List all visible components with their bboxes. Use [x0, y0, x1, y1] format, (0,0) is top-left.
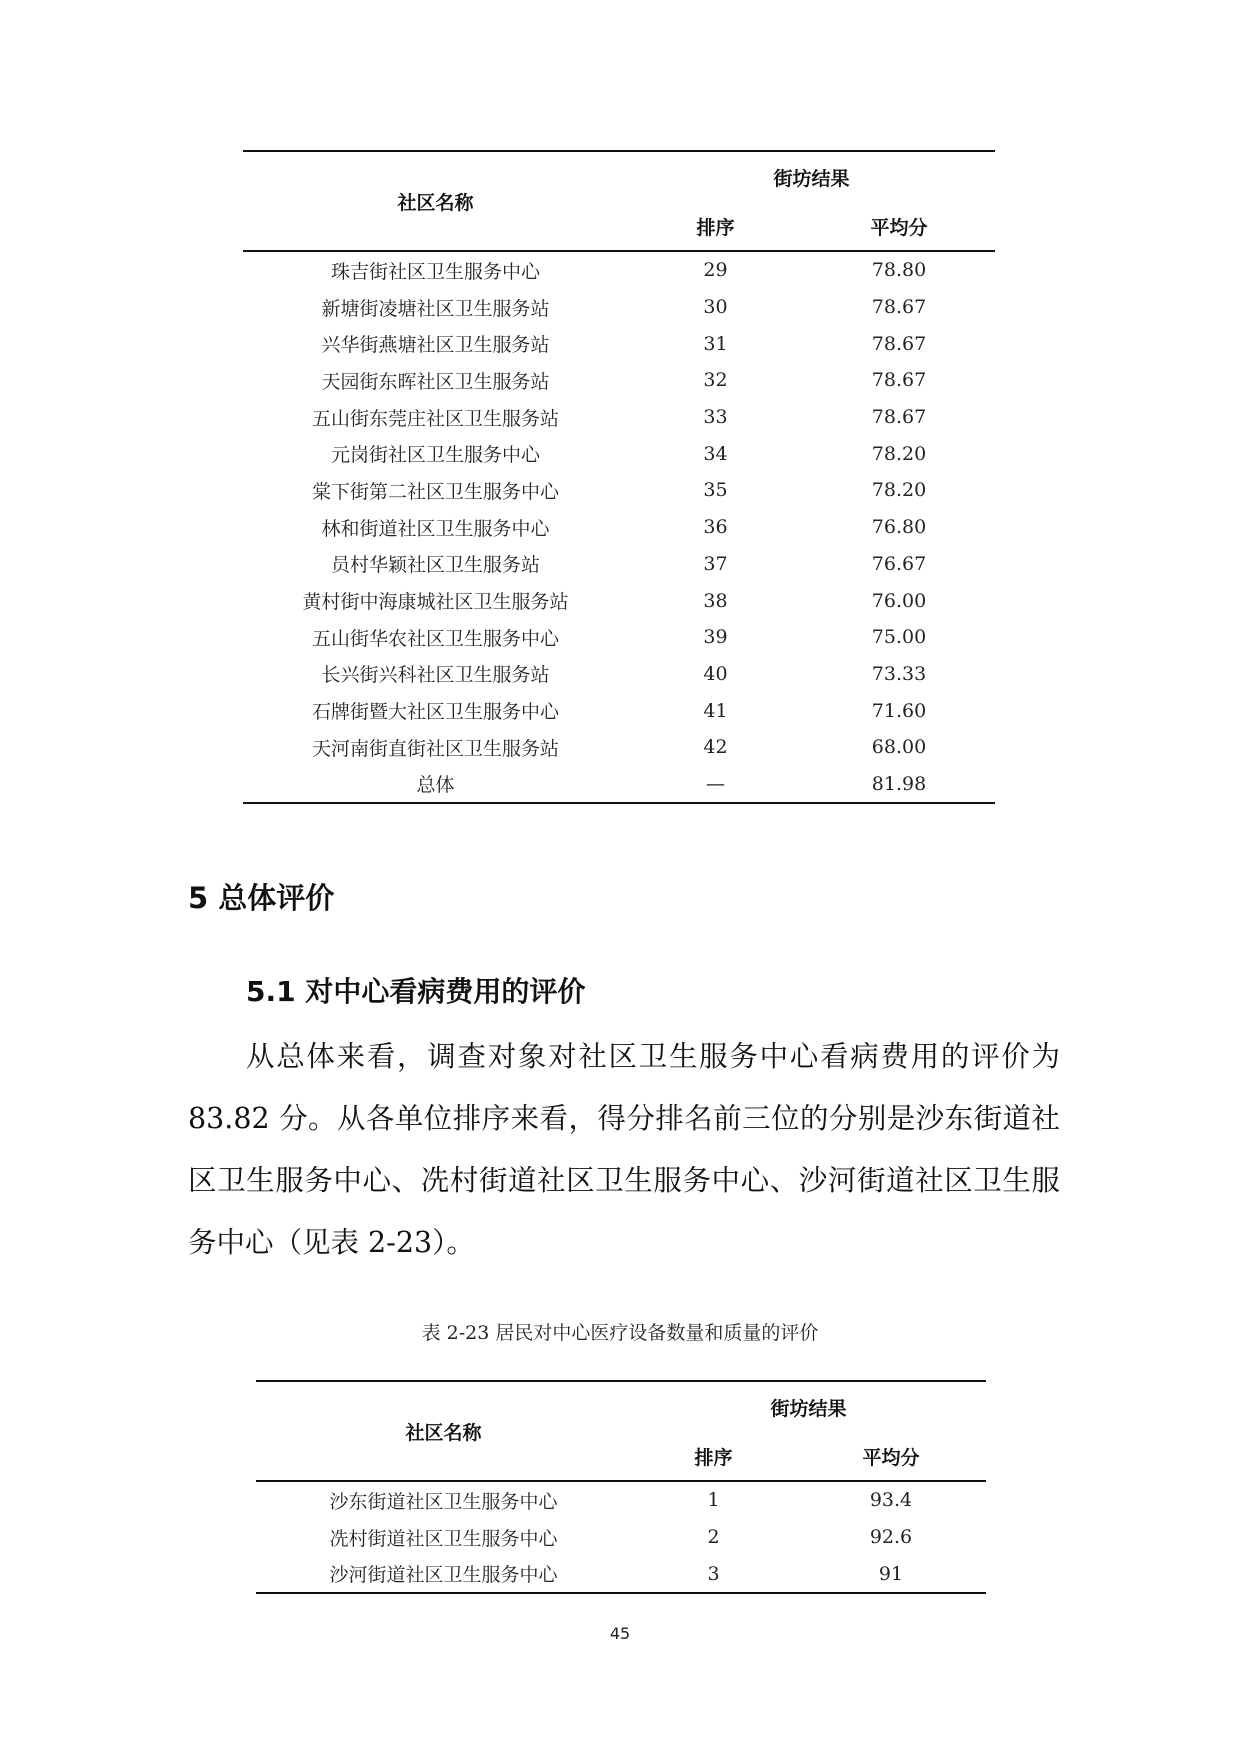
header-community-name: 社区名称 [243, 151, 628, 251]
table-row [243, 289, 995, 326]
table-row [243, 362, 995, 399]
table-row [243, 325, 995, 362]
header-rank: 排序 [694, 1446, 733, 1469]
cell-rank: 29 [703, 259, 728, 282]
cell-rank: 31 [703, 332, 728, 355]
cell-score: 78.80 [871, 259, 927, 282]
cell-score: 78.67 [871, 369, 927, 392]
table-row [243, 399, 995, 436]
header-community-name: 社区名称 [256, 1381, 631, 1481]
cell-community-name: 员村华颖社区卫生服务站 [330, 554, 540, 577]
cell-community-name: 沙河街道社区卫生服务中心 [329, 1564, 558, 1587]
table-row [256, 1481, 986, 1519]
cell-community-name: 沙东街道社区卫生服务中心 [329, 1490, 558, 1513]
header-rank: 排序 [696, 216, 735, 239]
cell-rank: 33 [703, 406, 728, 429]
cell-score: 78.67 [871, 332, 927, 355]
cell-community-name: 新塘街凌塘社区卫生服务站 [321, 297, 550, 320]
cell-score: 73.33 [871, 662, 927, 685]
table-row [256, 1555, 986, 1593]
cell-score: 78.20 [871, 479, 927, 502]
table-row [243, 509, 995, 546]
cell-score: 81.98 [871, 772, 927, 795]
table-row [243, 692, 995, 729]
cell-community-name: 五山街华农社区卫生服务中心 [311, 627, 559, 650]
subsection-heading: 5.1 对中心看病费用的评价 [246, 975, 586, 1008]
cell-rank: 30 [703, 296, 728, 319]
cell-community-name: 五山街东莞庄社区卫生服务站 [311, 407, 559, 430]
cell-score: 78.67 [871, 296, 927, 319]
cell-rank: 34 [703, 442, 728, 465]
cell-score: 92.6 [869, 1526, 913, 1549]
cell-community-name: 黄村街中海康城社区卫生服务站 [302, 591, 569, 614]
header-average-score: 平均分 [870, 216, 928, 239]
header-group-results: 街坊结果 [773, 167, 850, 190]
cell-community-name: 棠下街第二社区卫生服务中心 [311, 480, 559, 503]
cell-rank: 36 [703, 516, 728, 539]
cell-rank: 37 [703, 552, 728, 575]
cell-score: 68.00 [871, 736, 927, 759]
table-row [243, 729, 995, 766]
cell-rank: 3 [707, 1562, 720, 1585]
cell-score: 91 [878, 1562, 904, 1585]
cell-score: 71.60 [871, 699, 927, 722]
cell-rank: 38 [703, 589, 728, 612]
cell-score: 78.20 [871, 442, 927, 465]
cell-rank: 32 [703, 369, 728, 392]
cell-rank: 39 [703, 626, 728, 649]
cell-score: 76.00 [871, 589, 927, 612]
header-group-results: 街坊结果 [770, 1397, 847, 1420]
table-row [243, 472, 995, 509]
cell-community-name: 长兴街兴科社区卫生服务站 [321, 664, 550, 687]
cell-community-name: 天河南街直街社区卫生服务站 [311, 737, 559, 760]
cell-community-name: 珠吉街社区卫生服务中心 [330, 260, 540, 283]
table-row [243, 582, 995, 619]
table-row [256, 1519, 986, 1556]
cell-community-name: 石牌街暨大社区卫生服务中心 [311, 701, 559, 724]
table-row-total [243, 766, 995, 804]
cell-score: 93.4 [869, 1489, 913, 1512]
table-row [243, 656, 995, 693]
table-row [243, 619, 995, 656]
equipment-evaluation-table [256, 1380, 986, 1594]
ranking-table-continued [243, 150, 995, 804]
cell-score: 75.00 [871, 626, 927, 649]
table-caption: 表 2-23 居民对中心医疗设备数量和质量的评价 [421, 1322, 819, 1344]
table-row [243, 251, 995, 289]
cell-rank: — [706, 772, 725, 795]
cell-rank: 41 [703, 699, 728, 722]
cell-score: 78.67 [871, 406, 927, 429]
section-heading: 5 总体评价 [188, 881, 335, 915]
table-row [243, 546, 995, 583]
header-average-score: 平均分 [862, 1446, 920, 1469]
cell-score: 76.80 [871, 516, 927, 539]
page-number: 45 [609, 1624, 631, 1643]
table-row [243, 435, 995, 472]
cell-rank: 1 [707, 1489, 720, 1512]
cell-rank: 40 [703, 662, 728, 685]
cell-rank: 2 [707, 1526, 720, 1549]
cell-community-name: 冼村街道社区卫生服务中心 [329, 1527, 558, 1550]
cell-community-name: 兴华街燕塘社区卫生服务站 [321, 334, 550, 357]
cell-community-name: 总体 [416, 774, 455, 797]
cell-rank: 42 [703, 736, 728, 759]
cell-community-name: 元岗街社区卫生服务中心 [330, 444, 540, 467]
cell-score: 76.67 [871, 552, 927, 575]
cell-community-name: 天园街东晖社区卫生服务站 [321, 370, 550, 393]
cell-community-name: 林和街道社区卫生服务中心 [321, 517, 550, 540]
body-paragraph: 从总体来看，调查对象对社区卫生服务中心看病费用的评价为 83.82 分。从各单位排序来看，得分排名前三位的分别是沙东街道社区卫生服务中心、冼村街道社区卫生服务中心、沙河街道社区卫生服务中心（见表 2-23）。 [188, 1040, 1060, 1259]
cell-rank: 35 [703, 479, 728, 502]
